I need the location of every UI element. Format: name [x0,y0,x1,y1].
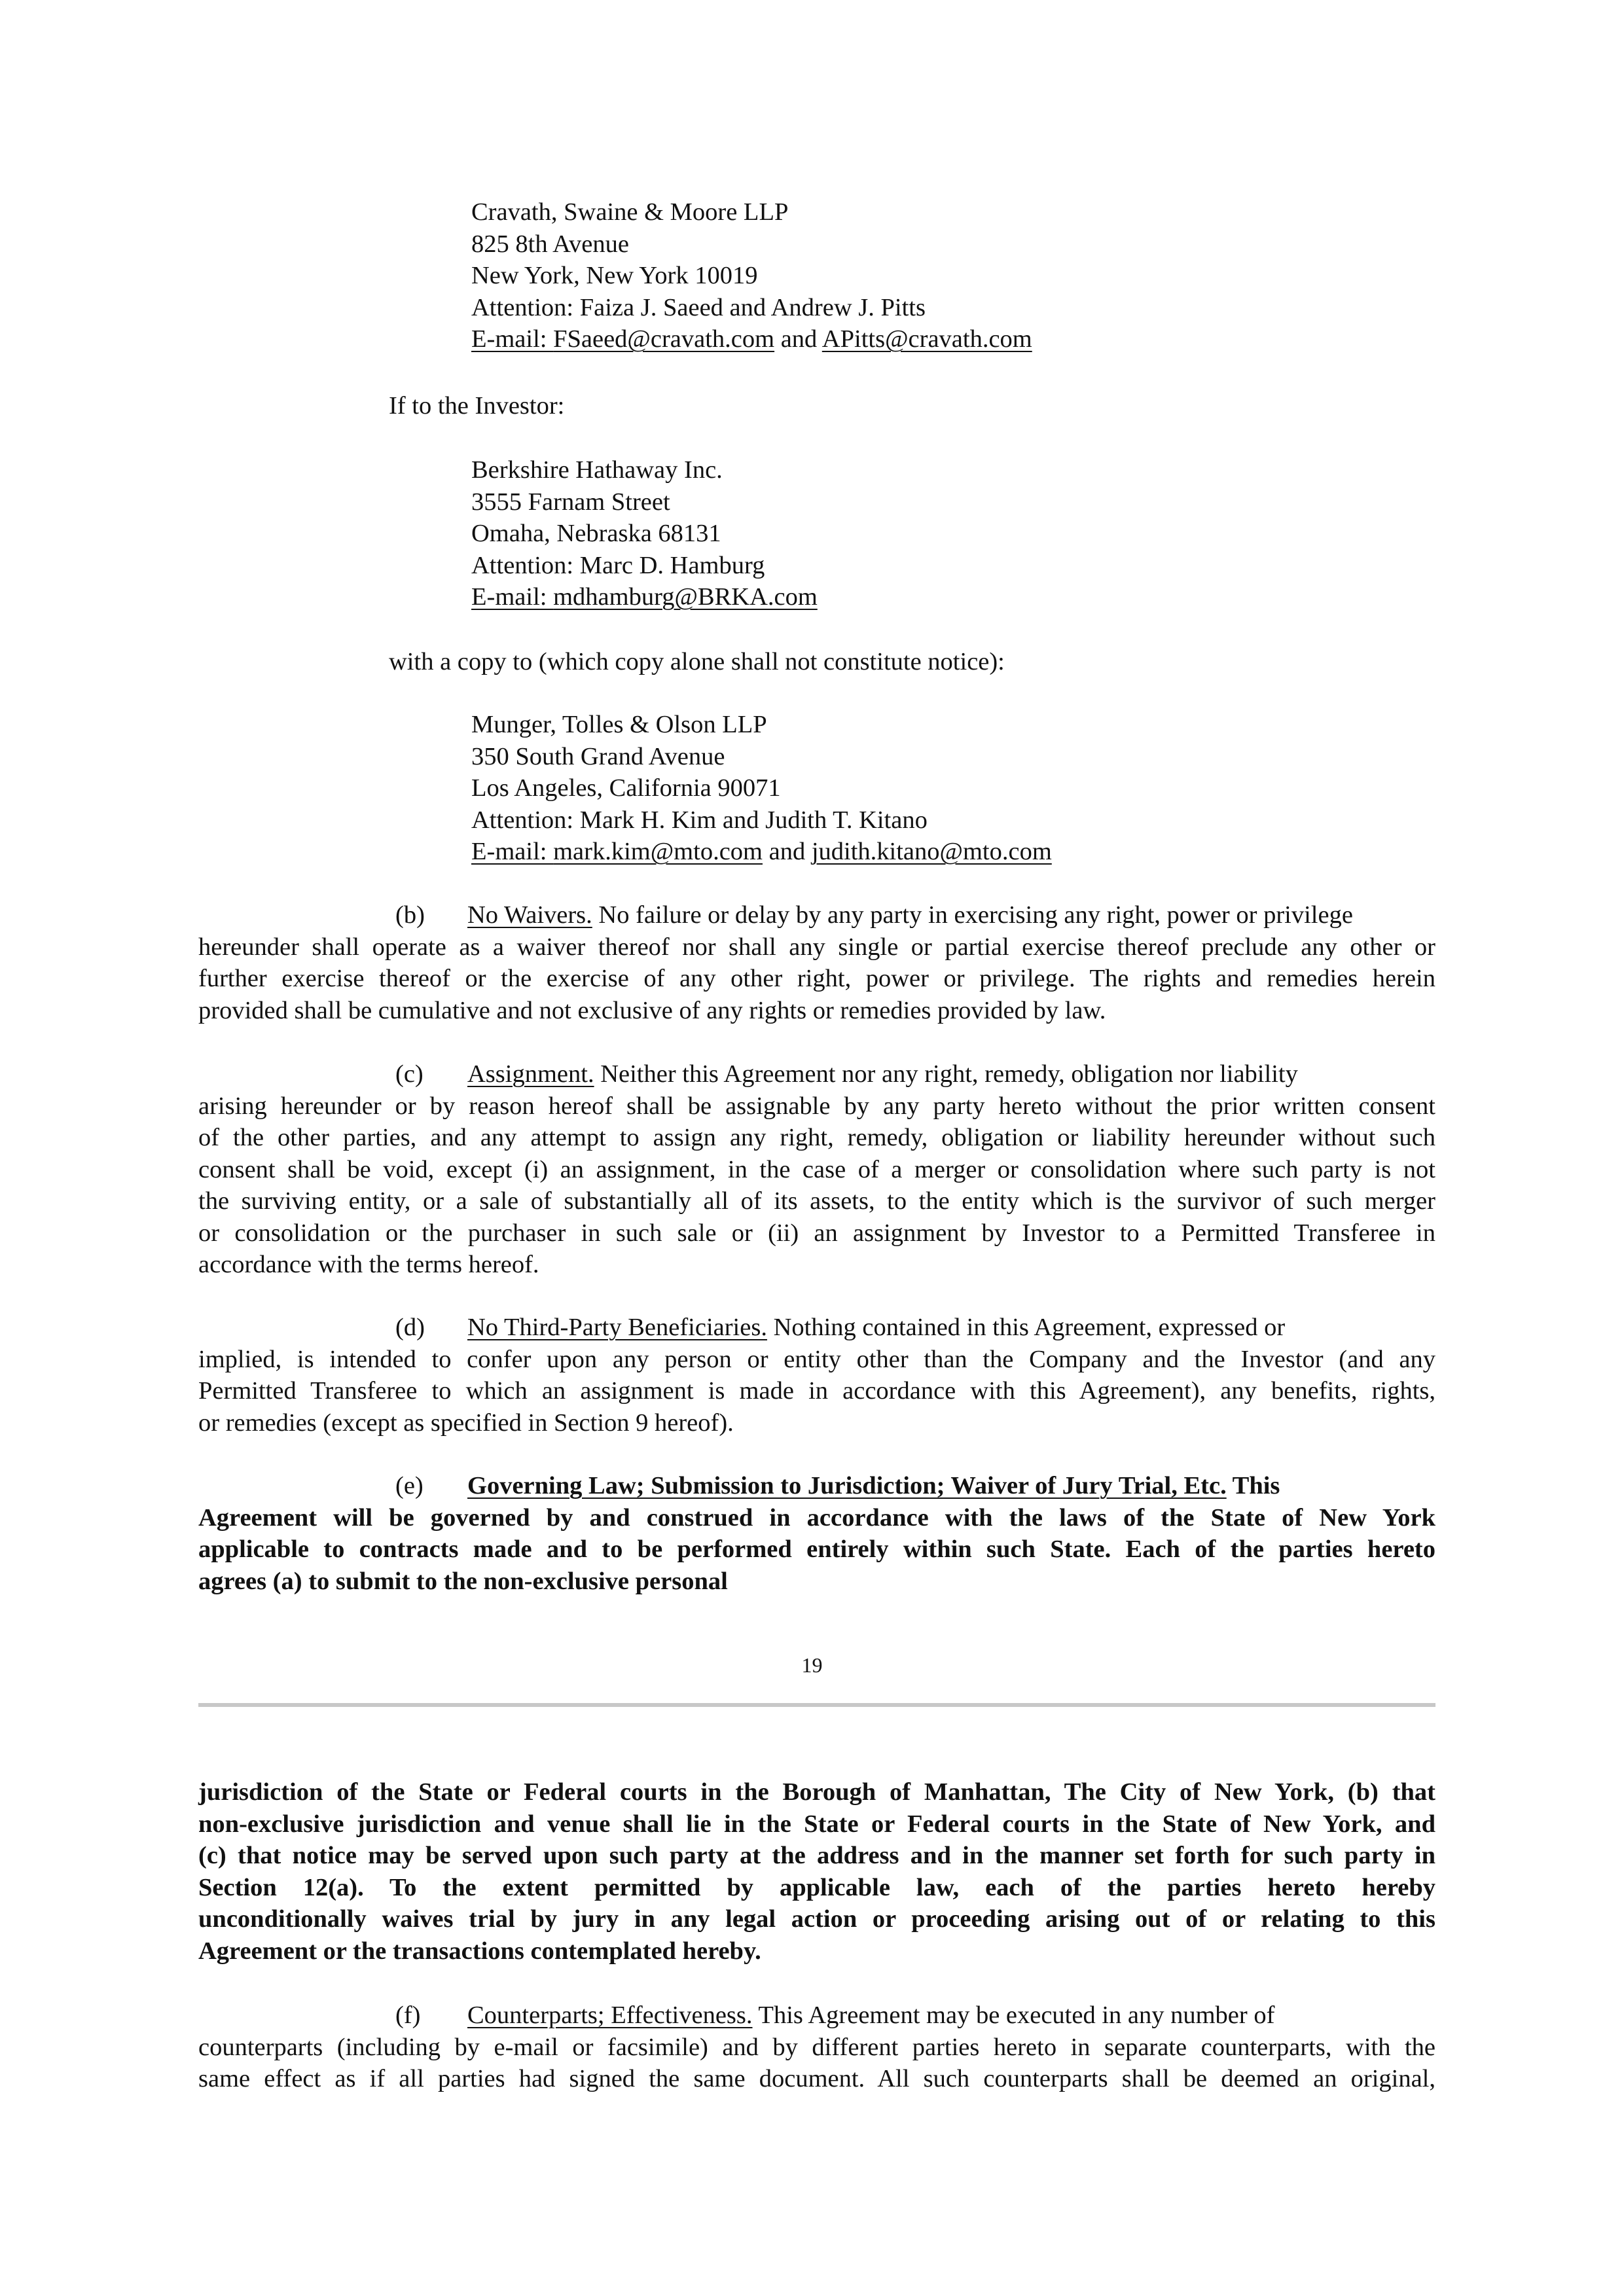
section-heading: No Third-Party Beneficiaries. [467,1314,767,1341]
address-line: Los Angeles, California 90071 [471,774,781,802]
section-text: Permitted Transferee to which an assignment is made in accordance with this Agreement), any benefits, rights, [198,1377,1435,1405]
address-line: Cravath, Swaine & Moore LLP [471,198,789,226]
investor-intro: If to the Investor: [389,392,565,420]
section-heading: No Waivers. [467,901,592,929]
section-number: (c) [395,1060,424,1088]
email-link[interactable]: FSaeed@cravath.com [553,325,775,353]
page-number: 19 [801,1653,823,1677]
section-text: non-exclusive jurisdiction and venue shall lie in the State or Federal courts in the State of New York, and [198,1810,1435,1838]
section-text: counterparts (including by e-mail or facsimile) and by different parties hereto in separate counterparts, with the [198,2033,1435,2061]
address-line: New York, New York 10019 [471,262,758,289]
section-b-no-waivers [198,899,1435,1026]
page-divider [198,1703,1435,1707]
section-d-no-third-party-beneficiaries [198,1312,1435,1439]
address-line: 350 South Grand Avenue [471,742,725,770]
address-line: Berkshire Hathaway Inc. [471,456,723,484]
email-conjunction: and [774,325,822,353]
section-text: or remedies (except as specified in Section 9 hereof). [198,1408,734,1437]
section-text: further exercise thereof or the exercise of any other right, power or privilege. The rights and remedies herein [198,965,1435,992]
section-number: (f) [395,2001,421,2029]
section-text: same effect as if all parties had signed the same document. All such counterparts shall be deemed an original, [198,2065,1435,2092]
address-line: Attention: Marc D. Hamburg [471,551,765,579]
section-text: or consolidation or the purchaser in such sale or (ii) an assignment by Investor to a Permitted Transferee in [198,1219,1435,1247]
section-text: unconditionally waives trial by jury in any legal action or proceeding arising out of or relating to this [198,1905,1435,1933]
section-text: (c) that notice may be served upon such party at the address and in the manner set forth for such party in [198,1842,1435,1869]
investor-counsel-address [471,709,1052,868]
section-text: hereunder shall operate as a waiver thereof nor shall any single or partial exercise thereof preclude any other or [198,933,1435,961]
section-number: (b) [395,901,425,929]
section-text: Section 12(a). To the extent permitted by applicable law, each of the parties hereto hereby [198,1873,1435,1901]
section-e-continued [198,1776,1435,1967]
email-line [471,836,1052,868]
section-text: Neither this Agreement nor any right, remedy, obligation nor liability [594,1060,1298,1088]
section-heading: Counterparts; Effectiveness. [467,2001,753,2029]
address-line: Attention: Mark H. Kim and Judith T. Kitano [471,806,928,834]
address-line: Attention: Faiza J. Saeed and Andrew J. Pitts [471,293,926,321]
address-line: 825 8th Avenue [471,230,629,258]
section-text: accordance with the terms hereof. [198,1251,539,1278]
email-line [471,323,1032,355]
address-line: 3555 Farnam Street [471,488,670,516]
section-text: No failure or delay by any party in exercising any right, power or privilege [592,901,1353,929]
email-line [471,581,818,613]
section-text: jurisdiction of the State or Federal courts in the Borough of Manhattan, The City of New York, (b) that [198,1778,1435,1806]
section-text: This Agreement may be executed in any number of [752,2001,1275,2029]
email-prefix: E-mail: [471,838,554,865]
section-c-assignment [198,1058,1435,1281]
section-text: the surviving entity, or a sale of substantially all of its assets, to the entity which is the survivor of such merger [198,1187,1435,1215]
section-number: (d) [395,1314,425,1341]
section-text: provided shall be cumulative and not exclusive of any rights or remedies provided by law. [198,996,1106,1024]
section-text: applicable to contracts made and to be performed entirely within such State. Each of the parties hereto [198,1535,1435,1563]
section-text: Agreement or the transactions contemplated hereby. [198,1937,761,1965]
email-link[interactable]: mark.kim@mto.com [553,838,763,865]
section-e-governing-law [198,1470,1435,1597]
section-text: implied, is intended to confer upon any person or entity other than the Company and the Investor (and any [198,1345,1435,1373]
email-link[interactable]: judith.kitano@mto.com [811,838,1052,865]
email-prefix: E-mail: [471,583,554,611]
section-text: consent shall be void, except (i) an assignment, in the case of a merger or consolidation where such party is not [198,1155,1435,1183]
investor-address [471,454,818,613]
email-prefix: E-mail: [471,325,554,353]
section-text: arising hereunder or by reason hereof shall be assignable by any party hereto without the prior written consent [198,1092,1435,1120]
section-text: This [1226,1472,1280,1499]
section-text: Agreement will be governed by and construed in accordance with the laws of the State of New York [198,1503,1435,1532]
section-heading: Governing Law; Submission to Jurisdiction; Waiver of Jury Trial, Etc. [467,1472,1227,1499]
section-f-counterparts [198,2000,1435,2095]
section-heading: Assignment. [467,1060,594,1088]
email-link[interactable]: APitts@cravath.com [821,325,1032,353]
address-line: Omaha, Nebraska 68131 [471,520,721,547]
email-conjunction: and [762,838,812,865]
section-text: agrees (a) to submit to the non-exclusive personal [198,1567,728,1595]
section-text: of the other parties, and any attempt to assign any right, remedy, obligation or liability hereunder without such [198,1124,1435,1151]
copy-intro: with a copy to (which copy alone shall not constitute notice): [389,648,1005,675]
section-text: Nothing contained in this Agreement, expressed or [767,1314,1286,1341]
company-counsel-address [471,196,1032,355]
email-link[interactable]: mdhamburg@BRKA.com [553,583,818,611]
address-line: Munger, Tolles & Olson LLP [471,711,767,738]
section-number: (e) [395,1472,424,1499]
